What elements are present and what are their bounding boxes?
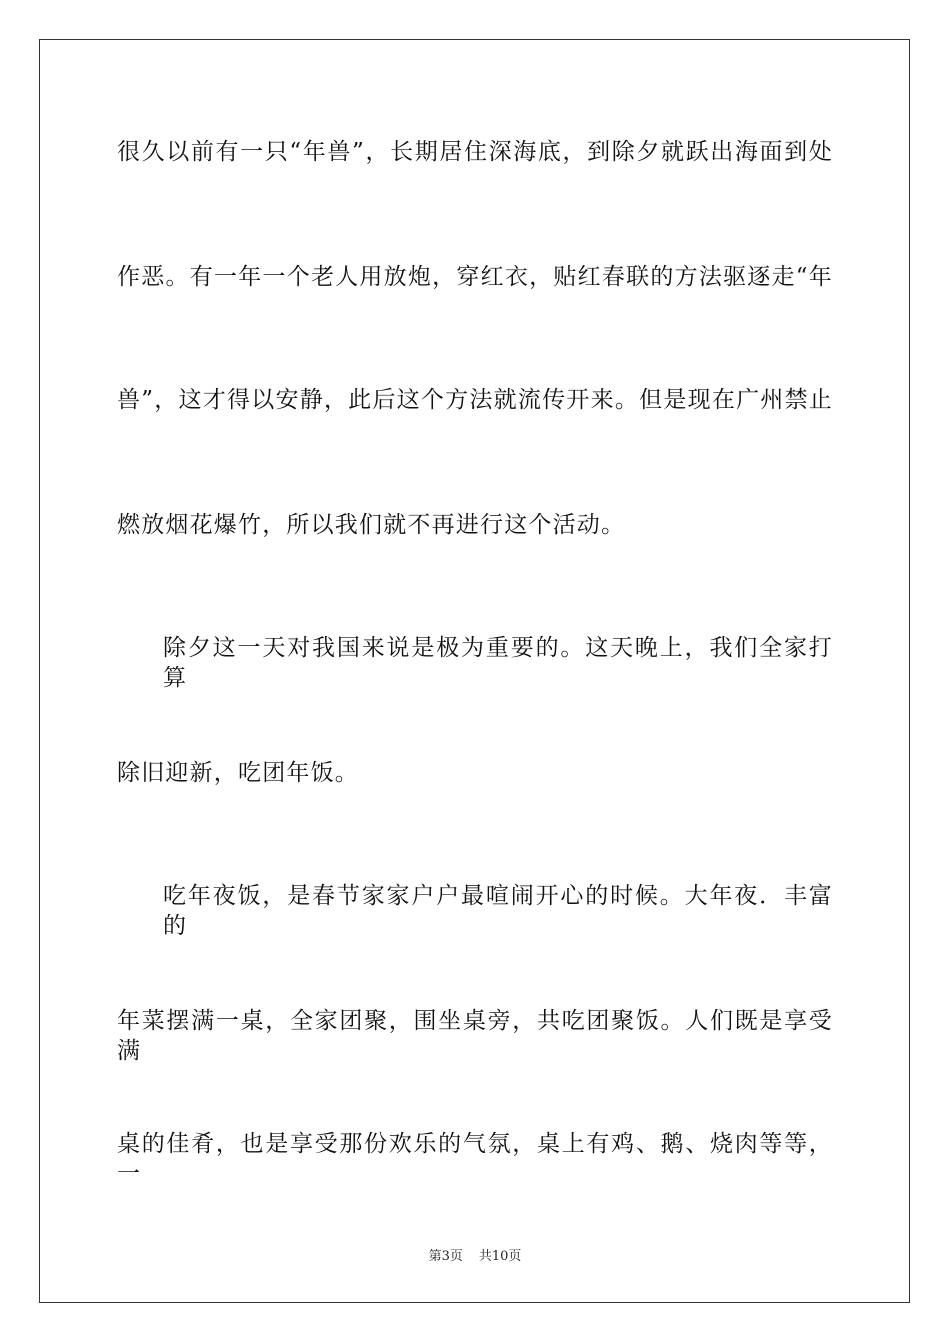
page-footer — [0, 1248, 950, 1266]
text-line-1: 很久以前有一只“年兽”，长期居住深海底，到除夕就跃出海面到处 — [117, 139, 833, 165]
page-total: 共10页 — [478, 1249, 522, 1264]
text-line-8: 年菜摆满一桌，全家团聚，围坐桌旁，共吃团聚饭。人们既是享受满 — [117, 1008, 833, 1064]
text-line-6: 除旧迎新，吃团年饭。 — [117, 760, 359, 786]
text-line-5: 除夕这一天对我国来说是极为重要的。这天晚上，我们全家打算 — [163, 635, 833, 691]
text-line-7: 吃年夜饭，是春节家家户户最喧闹开心的时候。大年夜．丰富的 — [163, 883, 833, 939]
text-line-3: 兽”，这才得以安静，此后这个方法就流传开来。但是现在广州禁止 — [117, 387, 833, 413]
page-number: 第3页 — [428, 1249, 463, 1264]
text-line-2: 作恶。有一年一个老人用放炮，穿红衣，贴红春联的方法驱逐走“年 — [117, 264, 833, 290]
text-line-4: 燃放烟花爆竹，所以我们就不再进行这个活动。 — [117, 512, 626, 538]
text-line-9: 桌的佳肴，也是享受那份欢乐的气氛，桌上有鸡、鹅、烧肉等等，一 — [117, 1131, 833, 1187]
